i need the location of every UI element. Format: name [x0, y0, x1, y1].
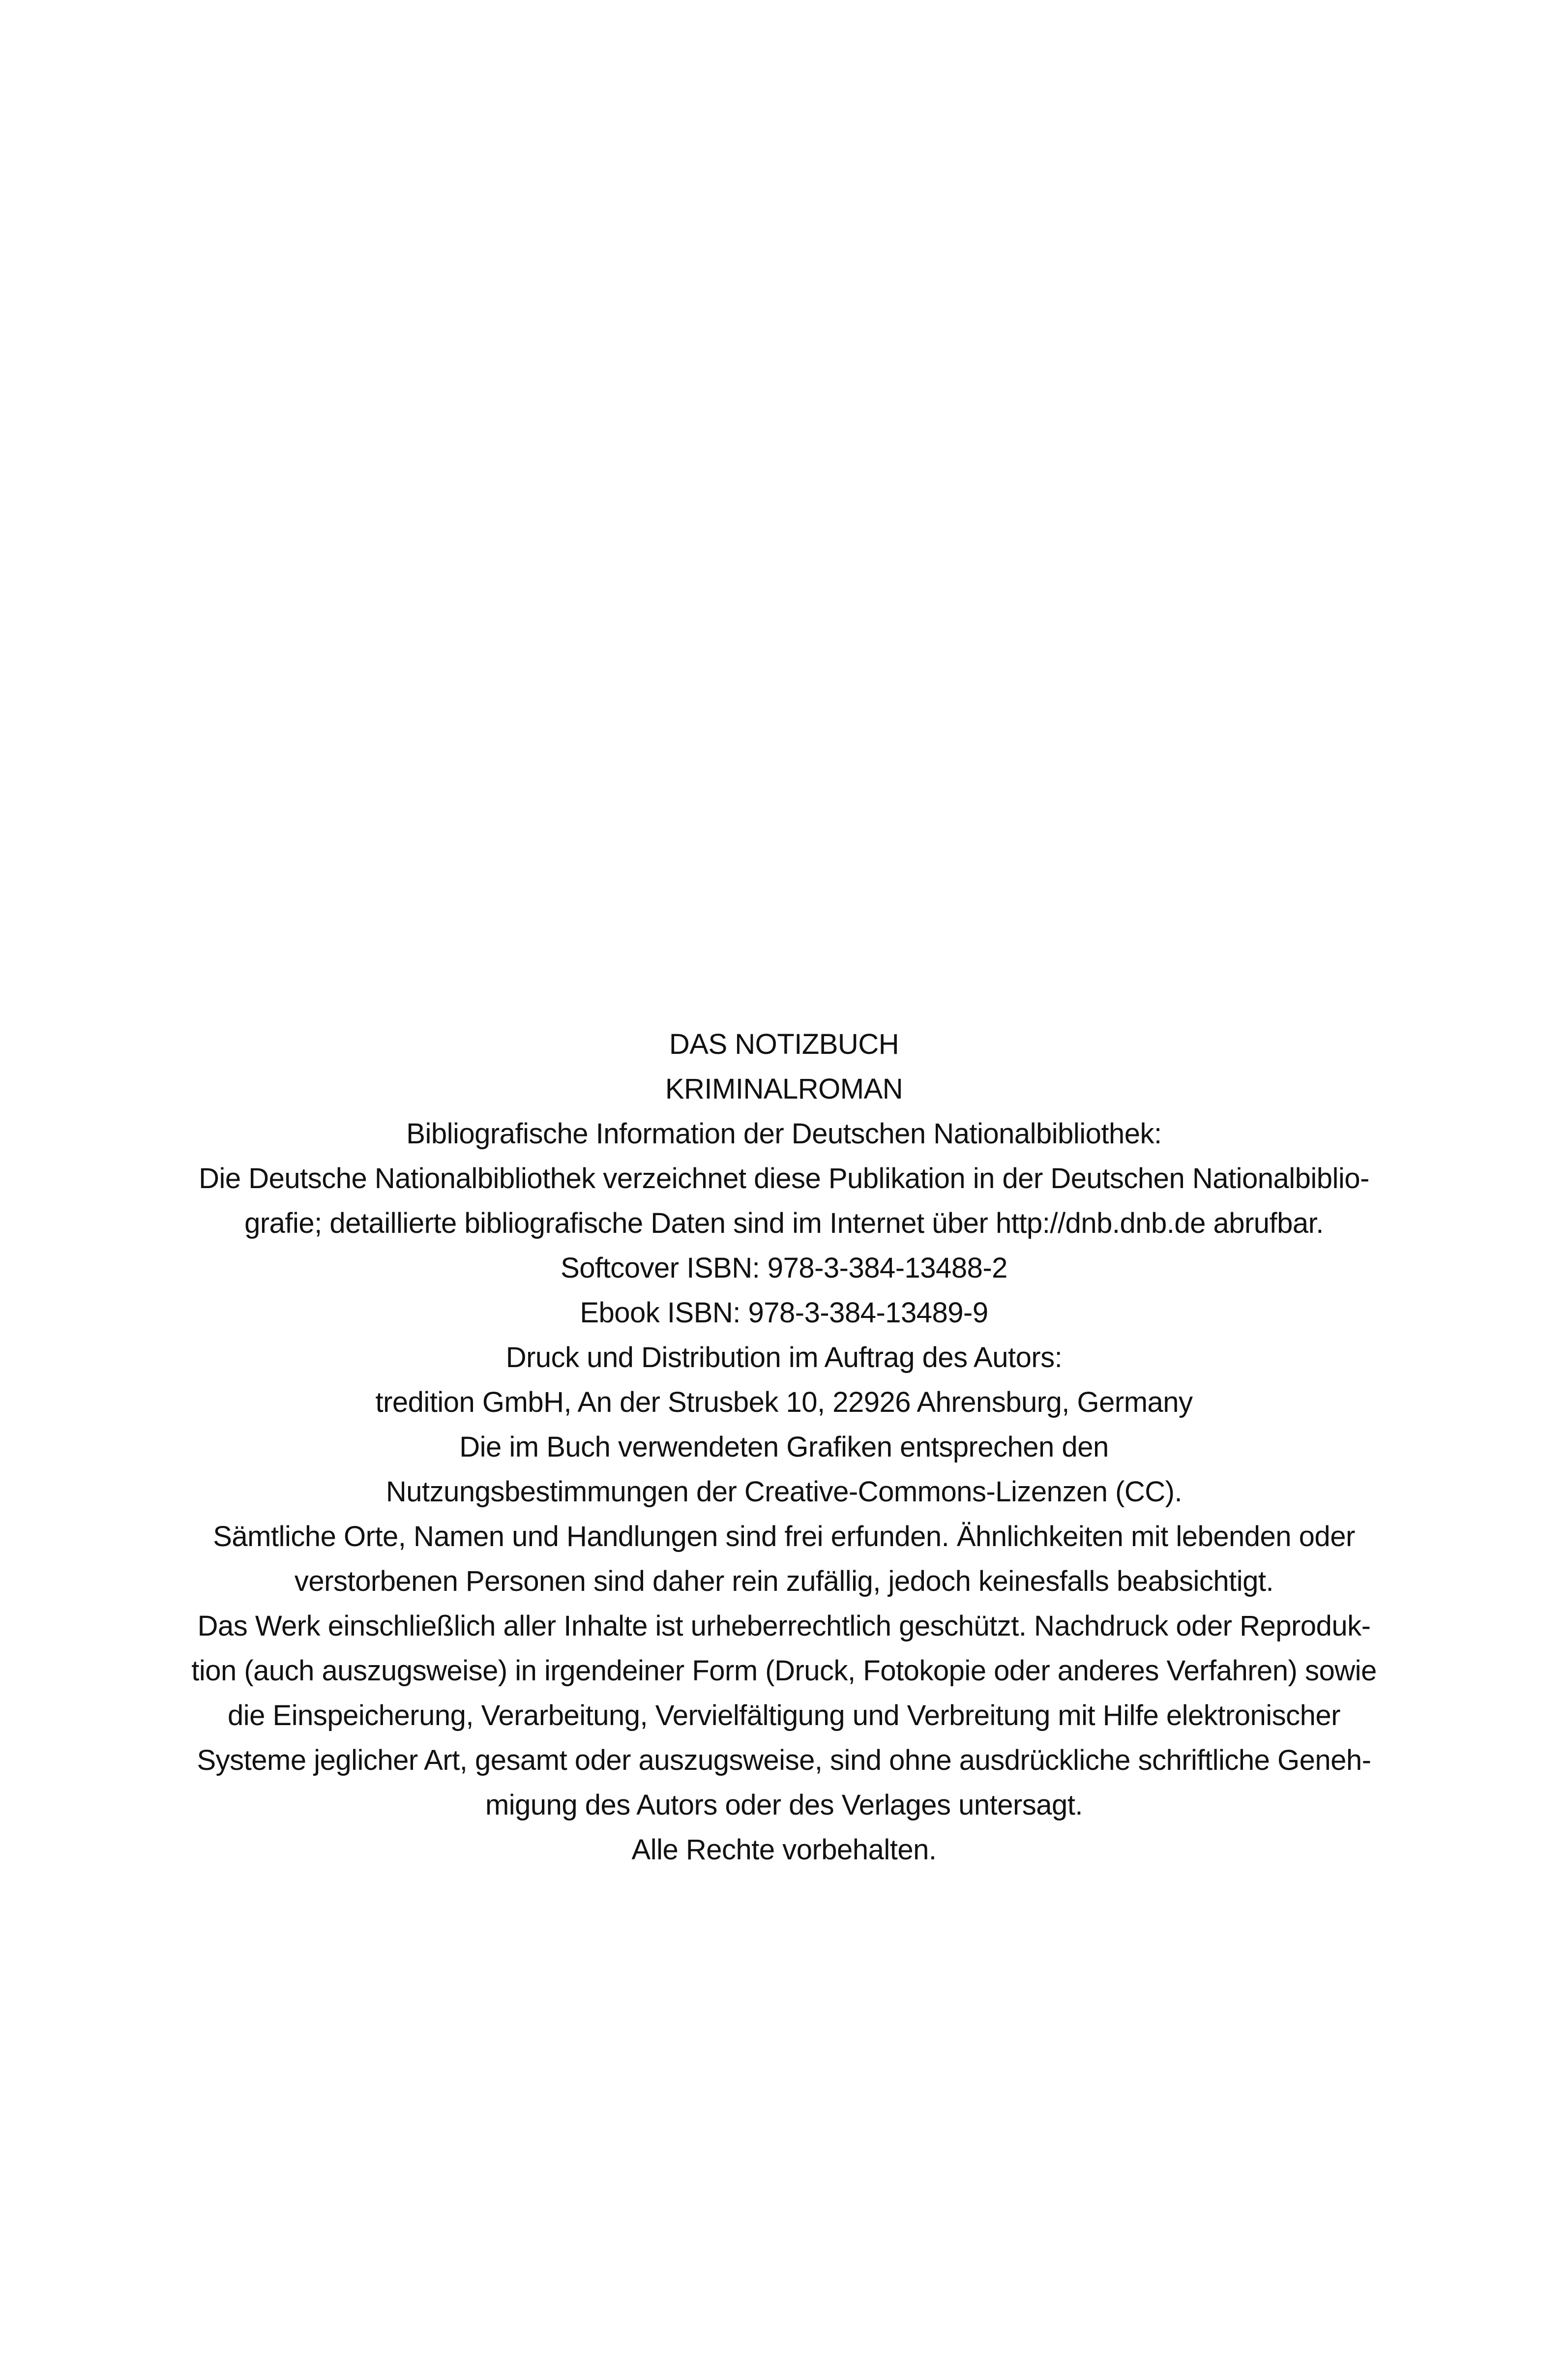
graphics-license-line: Nutzungsbestimmungen der Creative-Commons-Lizenzen (CC).	[385, 1476, 1183, 1508]
softcover-isbn: Softcover ISBN: 978-3-384-13488-2	[561, 1252, 1007, 1284]
legal-line: Sämtliche Orte, Namen und Handlungen sind frei erfunden. Ähnlichkeiten mit lebenden oder	[213, 1521, 1355, 1552]
bibliographic-info	[0, 1111, 1568, 1246]
legal-line: verstorbenen Personen sind daher rein zufällig, jedoch keinesfalls beabsichtigt.	[294, 1565, 1274, 1597]
graphics-license-line: Die im Buch verwendeten Grafiken entsprechen den	[459, 1431, 1109, 1463]
publisher-line: tredition GmbH, An der Strusbek 10, 22926 Ahrensburg, Germany	[375, 1386, 1193, 1418]
title-block	[0, 1022, 1568, 1111]
ebook-isbn: Ebook ISBN: 978-3-384-13489-9	[580, 1297, 988, 1329]
imprint-page	[0, 1022, 1568, 1872]
isbn-block	[0, 1246, 1568, 1335]
legal-notice-block	[0, 1514, 1568, 1872]
legal-line: migung des Autors oder des Verlages untersagt.	[485, 1789, 1083, 1821]
rights-reserved: Alle Rechte vorbehalten.	[631, 1834, 937, 1866]
legal-line: Das Werk einschließlich aller Inhalte ist urheberrechtlich geschützt. Nachdruck oder Reproduk-	[197, 1610, 1371, 1642]
bibliographic-line: Die Deutsche Nationalbibliothek verzeichnet diese Publikation in der Deutschen Nationalbiblio-	[199, 1163, 1369, 1194]
legal-line: die Einspeicherung, Verarbeitung, Vervielfältigung und Verbreitung mit Hilfe elektronischer	[228, 1700, 1340, 1731]
legal-line: tion (auch auszugsweise) in irgendeiner Form (Druck, Fotokopie oder anderes Verfahren) sowie	[191, 1655, 1377, 1687]
book-genre: KRIMINALROMAN	[665, 1073, 903, 1105]
bibliographic-line: grafie; detaillierte bibliografische Daten sind im Internet über http://dnb.dnb.de abrufbar.	[244, 1207, 1324, 1239]
publisher-line: Druck und Distribution im Auftrag des Autors:	[505, 1342, 1063, 1373]
legal-line: Systeme jeglicher Art, gesamt oder auszugsweise, sind ohne ausdrückliche schriftliche Geneh-	[197, 1744, 1371, 1776]
graphics-license-block	[0, 1425, 1568, 1514]
publisher-block	[0, 1335, 1568, 1425]
bibliographic-line: Bibliografische Information der Deutschen Nationalbibliothek:	[406, 1118, 1162, 1150]
book-title: DAS NOTIZBUCH	[669, 1028, 899, 1060]
